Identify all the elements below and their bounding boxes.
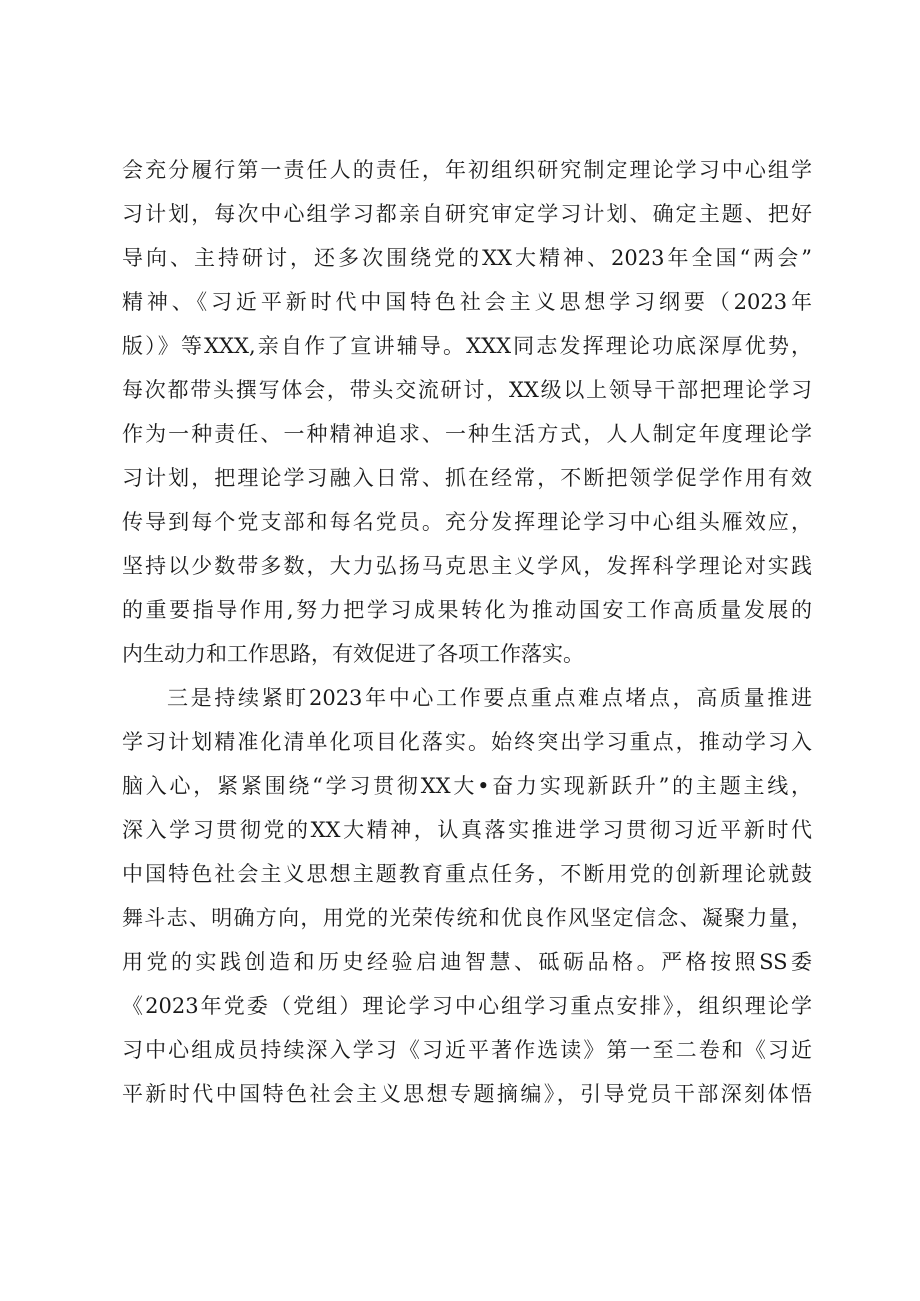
text-line: 中国特色社会主义思想主题教育重点任务，不断用党的创新理论就鼓 (122, 862, 812, 886)
text-line: 作为一种责任、一种精神追求、一种生活方式，人人制定年度理论学 (122, 422, 812, 446)
text-line: 深入学习贯彻党的XX大精神，认真落实推进学习贯彻习近平新时代 (122, 818, 812, 842)
text-line: 《2023年党委（党组）理论学习中心组学习重点安排》，组织理论学 (122, 994, 812, 1018)
text-line: 习计划，把理论学习融入日常、抓在经常，不断把领学促学作用有效 (122, 466, 812, 490)
text-line: 每次都带头撰写体会，带头交流研讨，XX级以上领导干部把理论学习 (122, 378, 812, 402)
text-line: 传导到每个党支部和每名党员。充分发挥理论学习中心组头雁效应， (122, 510, 812, 534)
text-line: 会充分履行第一责任人的责任，年初组织研究制定理论学习中心组学 (122, 158, 812, 182)
text-line: 的重要指导作用,努力把学习成果转化为推动国安工作高质量发展的 (122, 598, 812, 622)
text-line: 学习计划精准化清单化项目化落实。始终突出学习重点，推动学习入 (122, 730, 812, 754)
paragraph-first-line: 三是持续紧盯2023年中心工作要点重点难点堵点，高质量推进 (167, 686, 812, 710)
text-line: 平新时代中国特色社会主义思想专题摘编》，引导党员干部深刻体悟 (122, 1082, 812, 1106)
text-line: 坚持以少数带多数，大力弘扬马克思主义学风，发挥科学理论对实践 (122, 554, 812, 578)
text-line: 版）》等XXX,亲自作了宣讲辅导。XXX同志发挥理论功底深厚优势， (122, 334, 812, 358)
text-line: 导向、主持研讨，还多次围绕党的XX大精神、2023年全国“两会” (122, 246, 812, 270)
text-line: 习计划，每次中心组学习都亲自研究审定学习计划、确定主题、把好 (122, 202, 812, 226)
text-line: 舞斗志、明确方向，用党的光荣传统和优良作风坚定信念、凝聚力量， (122, 906, 812, 930)
text-line: 内生动力和工作思路，有效促进了各项工作落实。 (122, 642, 584, 666)
text-line: 精神、《习近平新时代中国特色社会主义思想学习纲要（2023年 (122, 290, 812, 314)
text-line: 习中心组成员持续深入学习《习近平著作选读》第一至二卷和《习近 (122, 1038, 812, 1062)
text-line: 用党的实践创造和历史经验启迪智慧、砥砺品格。严格按照SS委 (122, 950, 812, 974)
text-line: 脑入心，紧紧围绕“学习贯彻XX大•奋力实现新跃升”的主题主线， (122, 774, 812, 798)
